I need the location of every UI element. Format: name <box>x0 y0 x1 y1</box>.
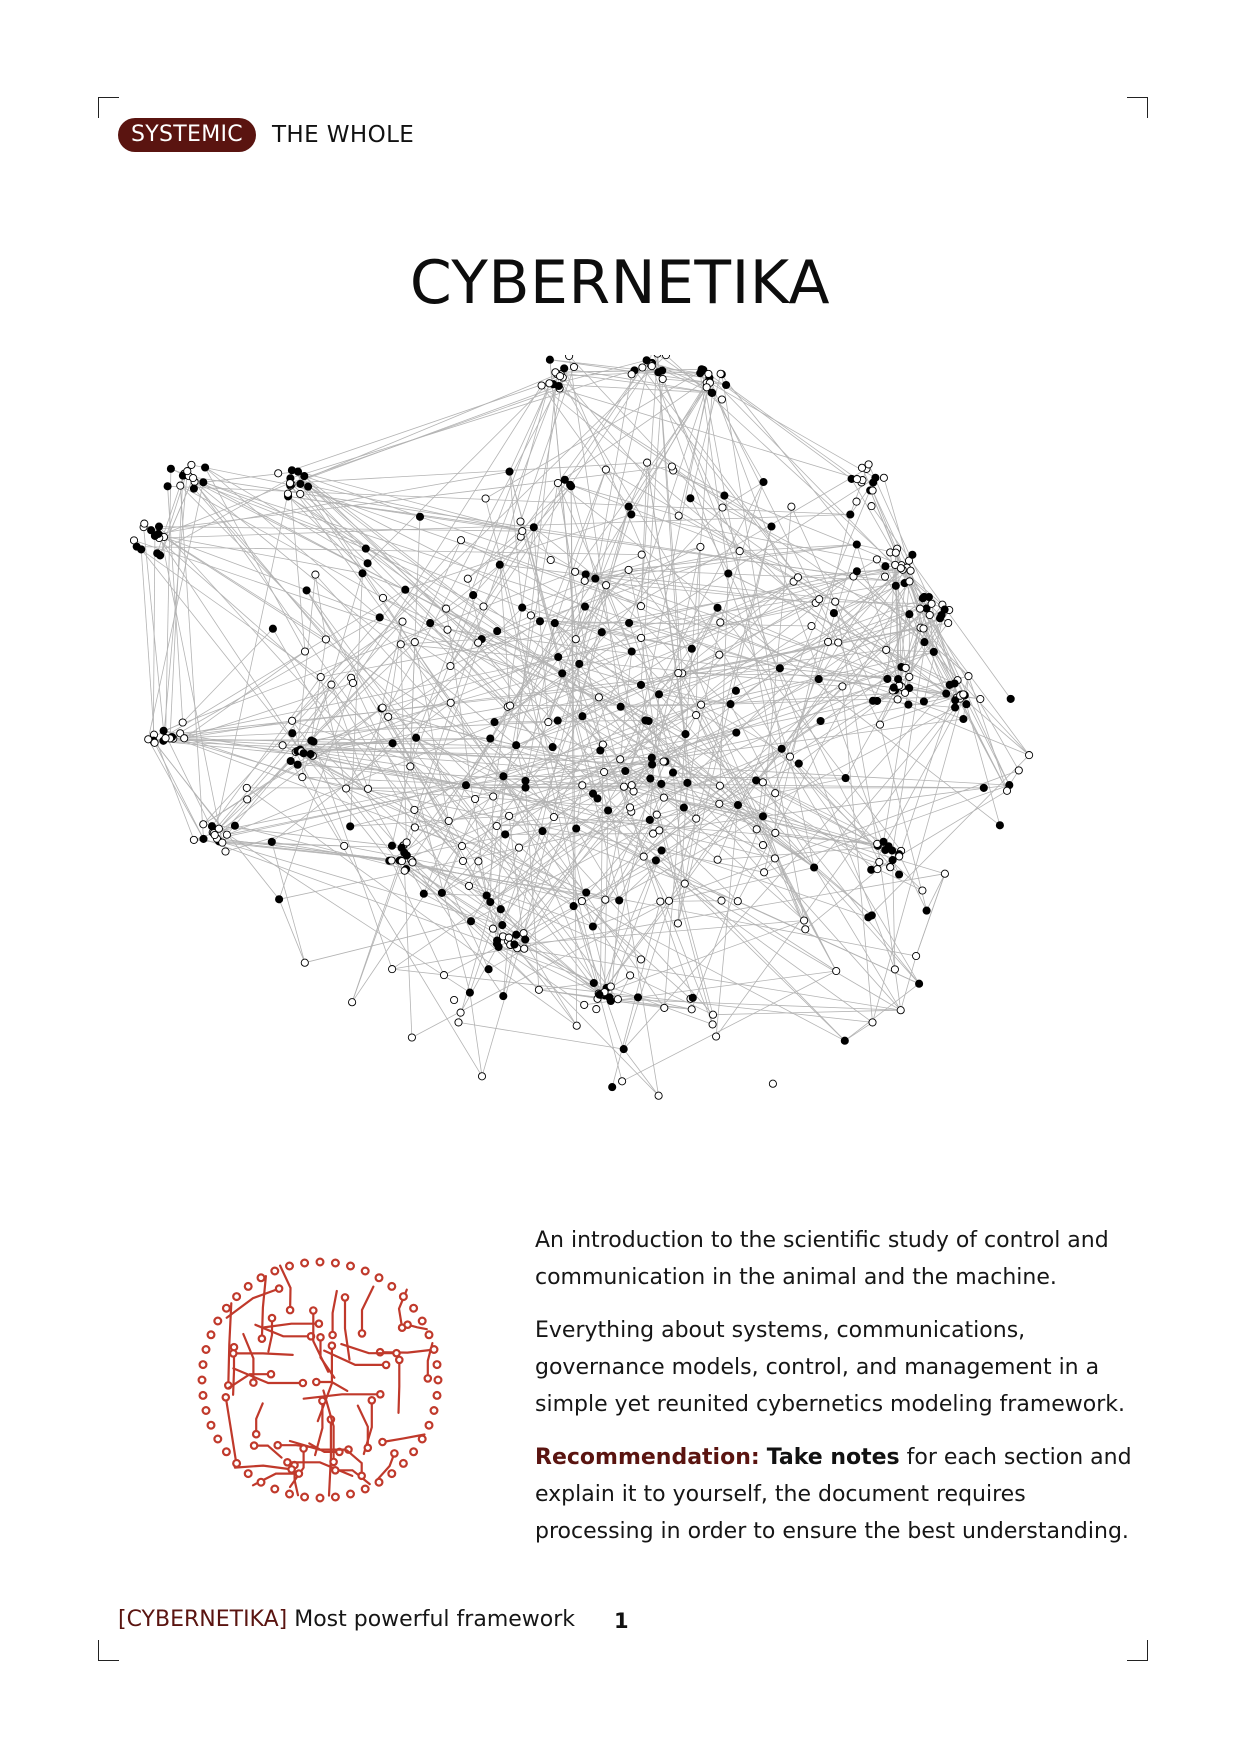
intro-paragraph-1: An introduction to the scientific study of control and communication in the animal and the machine. <box>535 1228 1109 1290</box>
section-badge: SYSTEMIC <box>118 118 256 152</box>
page-footer <box>118 1607 575 1632</box>
crop-mark-bottom-right <box>1127 1640 1148 1661</box>
recommendation-text: for each section and explain it to yourself, the document requires processing in order to ensure the best understanding. <box>535 1445 1132 1544</box>
crop-mark-bottom-left <box>98 1640 119 1661</box>
circuit-brain-logo <box>190 1250 450 1510</box>
recommendation-emphasis: Take notes <box>766 1445 900 1470</box>
network-graph-illustration <box>130 355 1110 1215</box>
section-subtitle: THE WHOLE <box>271 122 415 148</box>
intro-paragraph-2: Everything about systems, communications, governance models, control, and management in a simple yet reunited cybernetics modeling framework. <box>535 1318 1126 1417</box>
recommendation-label: Recommendation: <box>535 1445 760 1470</box>
page-title: CYBERNETIKA <box>409 248 831 319</box>
footer-tagline: Most powerful framework <box>287 1607 576 1632</box>
intro-text <box>535 1222 1135 1566</box>
footer-brand: [CYBERNETIKA] <box>118 1607 288 1632</box>
crop-mark-top-right <box>1127 97 1148 118</box>
page-number: 1 <box>614 1609 629 1633</box>
page-header <box>118 118 414 152</box>
recommendation-paragraph <box>535 1439 1135 1550</box>
crop-mark-top-left <box>98 97 119 118</box>
